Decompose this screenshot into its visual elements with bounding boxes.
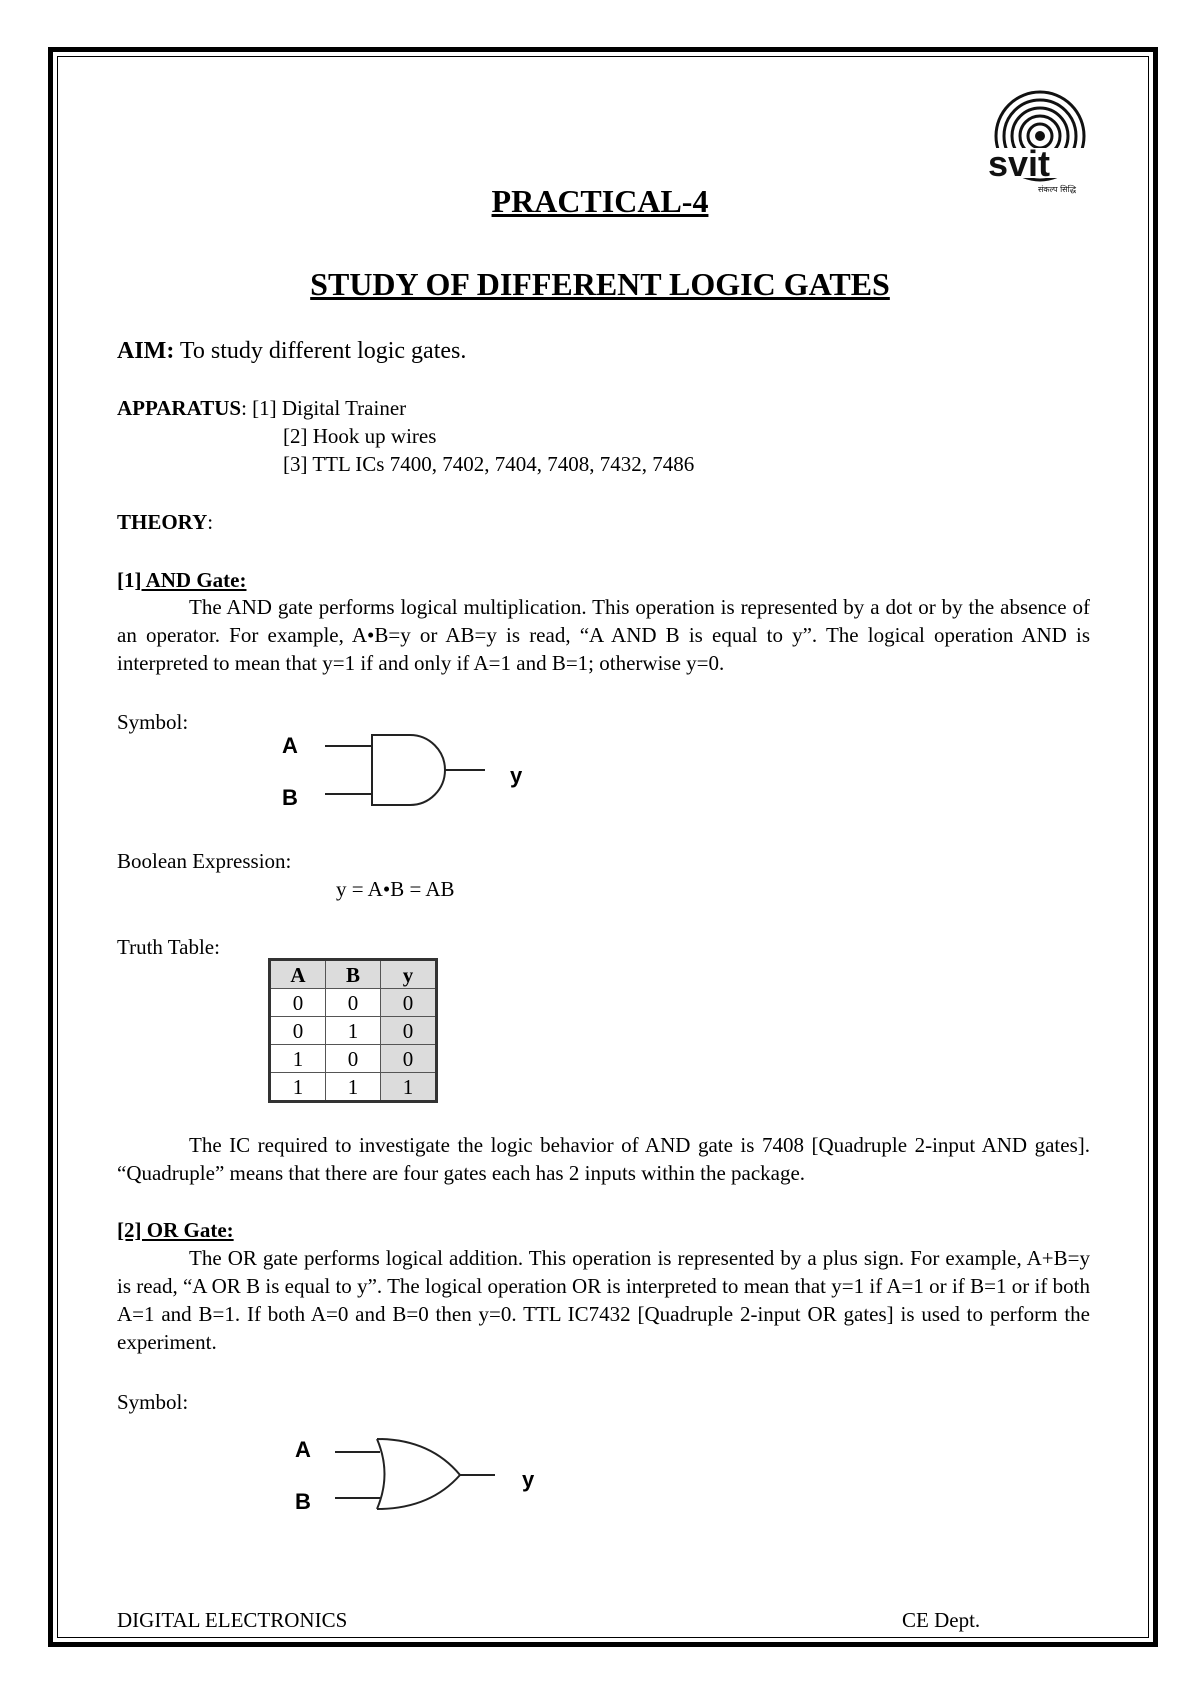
truth-table-row: 1 1 1 <box>270 1073 437 1102</box>
truth-table-row: 1 0 0 <box>270 1045 437 1073</box>
or-output-label: y <box>522 1467 535 1492</box>
truth-table-header-a: A <box>270 960 326 989</box>
or-gate-description: The OR gate performs logical addition. This operation is represented by a plus sign. For example, A+B=y is read, “A OR B is equal to y”. The logical operation OR is interpreted to mean that y=1 if A=1 or if B=1 or if both A=1 and B=1. If both A=0 and B=0 then y=0. TTL IC7432 [Quadruple 2-input OR gates] is used to perform the experiment. <box>117 1246 1090 1354</box>
boolean-expression-label: Boolean Expression: <box>117 849 292 873</box>
page-subtitle: STUDY OF DIFFERENT LOGIC GATES <box>310 266 890 302</box>
apparatus-label: APPARATUS <box>117 396 242 420</box>
page-title: PRACTICAL-4 <box>491 183 709 219</box>
and-input-b-label: B <box>282 785 298 810</box>
aim-text: To study different logic gates. <box>174 338 467 364</box>
footer-subject: DIGITAL ELECTRONICS <box>117 1608 348 1632</box>
apparatus-item-1: [1] Digital Trainer <box>252 396 407 420</box>
boolean-expression: y = A•B = AB <box>336 877 455 901</box>
aim-label: AIM: <box>117 338 175 364</box>
truth-table-row: 0 0 0 <box>270 989 437 1017</box>
truth-table-header-y: y <box>381 960 437 989</box>
and-output-label: y <box>510 763 523 788</box>
logo-wordmark: svit <box>988 143 1051 184</box>
or-symbol-label: Symbol: <box>117 1390 189 1414</box>
truth-table-label: Truth Table: <box>117 935 220 959</box>
or-gate-symbol <box>330 1434 510 1514</box>
and-input-a-label: A <box>282 733 298 758</box>
truth-table-header-row <box>270 960 437 989</box>
apparatus-item-3: [3] TTL ICs 7400, 7402, 7404, 7408, 7432, 7486 <box>283 452 695 476</box>
and-gate-symbol <box>320 730 500 810</box>
or-input-b-label: B <box>295 1489 311 1514</box>
and-truth-table <box>268 958 438 1103</box>
logo-motto: संकल्प सिद्धि <box>1038 185 1077 194</box>
truth-table-header-b: B <box>326 960 381 989</box>
apparatus-item-2: [2] Hook up wires <box>283 424 437 448</box>
and-gate-heading: [1] AND Gate: <box>117 568 247 592</box>
or-input-a-label: A <box>295 1437 311 1462</box>
and-gate-description: The AND gate performs logical multiplication. This operation is represented by a dot or by the absence of an operator. For example, A•B=y or AB=y is read, “A AND B is equal to y”. The logical operation AND is interpreted to mean that y=1 if and only if A=1 and B=1; otherwise y=0. <box>117 595 1090 675</box>
footer-department: CE Dept. <box>902 1608 981 1632</box>
apparatus-line: APPARATUS: [1] Digital Trainer <box>117 396 407 420</box>
and-ic-description: The IC required to investigate the logic behavior of AND gate is 7408 [Quadruple 2-input AND gates]. “Quadruple” means that there are four gates each has 2 inputs within the package. <box>117 1133 1090 1185</box>
theory-heading: THEORY: <box>117 510 214 534</box>
and-symbol-label: Symbol: <box>117 710 189 734</box>
aim-line <box>117 336 1090 366</box>
or-gate-heading: [2] OR Gate: <box>117 1218 234 1242</box>
truth-table-row: 0 1 0 <box>270 1017 437 1045</box>
